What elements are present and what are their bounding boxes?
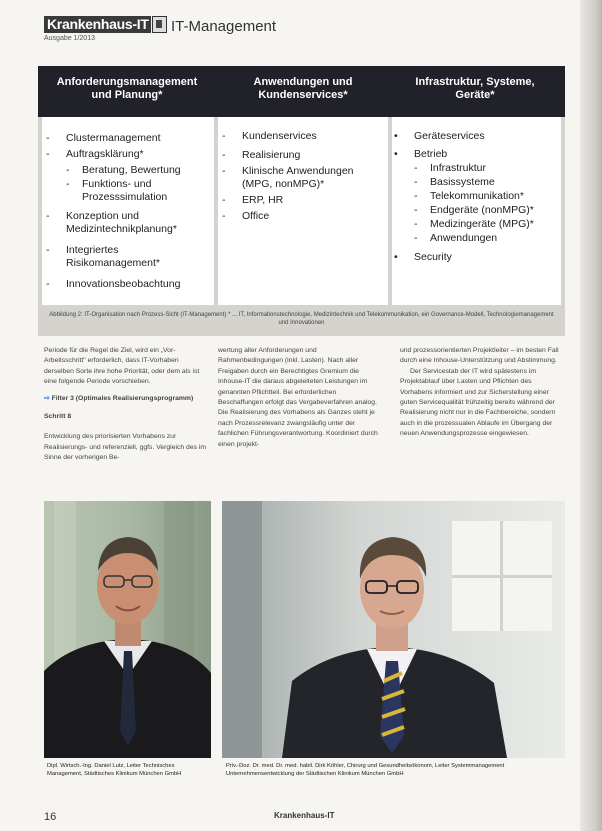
column-title-1: Anforderungsmanagement und Planung* — [56, 76, 198, 101]
list-item: - Kundenservices — [222, 130, 317, 142]
magazine-logo: Krankenhaus-IT — [44, 16, 151, 33]
text-column-2 — [218, 346, 381, 450]
paragraph: und prozessorientierten Projektleiter – im besten Fall durch eine Inhouse-Unterstützung und Abstimmung. — [400, 347, 559, 365]
figure-caption: Abbildung 2: IT-Organisation nach Prozess-Sicht (IT-Management) * ... IT, Informationstechnologie, Medizintechnik und Telekommunikation, ein Governance-Modell, Technologiemanagement und Innovationen — [49, 312, 554, 326]
figure-header — [38, 66, 565, 117]
paragraph: Entwicklung des priorisierten Vorhabens zur Realisierungs- und referenziell, ggfs. Vergleich des im Sinne der vorherigen Be- — [44, 433, 207, 462]
list-item: - Realisierung — [222, 149, 301, 161]
list-item: - Office — [222, 210, 270, 222]
page-number: 16 — [44, 811, 57, 823]
list-item: - Innovationsbeobachtung — [46, 278, 181, 290]
organization-figure — [38, 66, 565, 336]
column-separator — [214, 117, 218, 305]
sub-list-item: - Endgeräte (nonMPG)* — [414, 204, 534, 216]
list-item: - ERP, HR — [222, 194, 284, 206]
arrow-icon: ⇨ — [44, 394, 52, 402]
column-infrastructure — [392, 124, 558, 267]
paragraph: wertung aller Anforderungen und Rahmenbedingungen (inkl. Lasten). Nach aller Freigaben durch ein Berechtigtes Gremium die Inhouse-IT die daraus abgeleiteten Leistungen im genannten Pflichtteil. Bei erforderlichen Beschaffungen erfolgt das Vergabeverfahren analog. Die Realisierung des Vorhabens als Ganzes steht je nach Prozessrelevanz zwangsläufig unter der fachlichen Führungsverantwortung. Koordiniert durch einen projekt- — [218, 347, 378, 448]
list-item: - Clustermanagement — [46, 132, 161, 144]
sub-list-item: - Telekommunikation* — [414, 190, 524, 202]
filter-heading: ⇨ Filter 3 (Optimales Realisierungsprogramm) — [44, 394, 194, 402]
text-column-3 — [400, 346, 565, 440]
list-item: - Klinische Anwendungen (MPG, nonMPG)* — [222, 165, 354, 190]
column-title-3: Infrastruktur, Systeme, Geräte* — [415, 76, 535, 101]
portrait-right — [222, 501, 565, 758]
paragraph: Der Servicestab der IT wird spätestens im Projektablauf über Lasten und Pflichten des Vorhabens informiert und zur Sicherstellung einer guten Servicequalität frühzeitig bereits während der Realisierung nicht nur in die Fachbereiche, sondern auch in die prozessualen Ablaufe im Übergang der neuen Anwendungsprozesse eingewiesen. — [400, 367, 556, 438]
photo-caption-left: Dipl. Wirtsch.-Ing. Daniel Lutz, Leiter Technisches Management, Städtisches Klinikum München GmbH — [47, 763, 182, 777]
column-planning — [44, 124, 212, 294]
list-item: • Geräteservices — [394, 130, 485, 142]
sub-list-item: - Funktions- und Prozesssimulation — [66, 178, 168, 203]
portrait-left — [44, 501, 211, 758]
step-heading: Schritt 8 — [44, 413, 72, 421]
issue-label: Ausgabe 1/2013 — [44, 35, 95, 42]
footer-logo: Krankenhaus-IT — [274, 811, 335, 820]
list-item: - Auftragsklärung* — [46, 148, 144, 160]
page-binding — [580, 0, 602, 831]
sub-list-item: - Medizingeräte (MPG)* — [414, 218, 534, 230]
sub-list-item: - Infrastruktur — [414, 162, 487, 174]
section-title: IT-Management — [171, 18, 277, 35]
photo-caption-right: Priv.-Doz. Dr. med. Dr. med. habil. Dirk Köhler, Chirurg und Gesundheitsökonom, Leiter Systemmanagement Unternehmensentwicklung der Städtischen Klinikum München GmbH — [226, 763, 505, 777]
sub-list-item: - Beratung, Bewertung — [66, 164, 181, 176]
list-item: • Betrieb — [394, 148, 448, 160]
column-applications — [220, 124, 384, 226]
hospital-icon — [152, 16, 167, 33]
paragraph: Periode für die Regel die Ziel, wird ein „Vor-Arbeitsschritt" erforderlich, dass IT-Vorhaben derselben Sorte ihre hohe Priorität, oder dem als ist eine folgende Periode vorschieben. — [44, 347, 200, 386]
column-title-2: Anwendungen und Kundenservices* — [253, 76, 353, 101]
list-item: • Security — [394, 251, 452, 263]
list-item: - Integriertes Risikomanagement* — [46, 244, 160, 269]
list-item: - Konzeption und Medizintechnikplanung* — [46, 210, 177, 235]
sub-list-item: - Anwendungen — [414, 232, 498, 244]
text-column-1 — [44, 346, 207, 464]
sub-list-item: - Basissysteme — [414, 176, 495, 188]
